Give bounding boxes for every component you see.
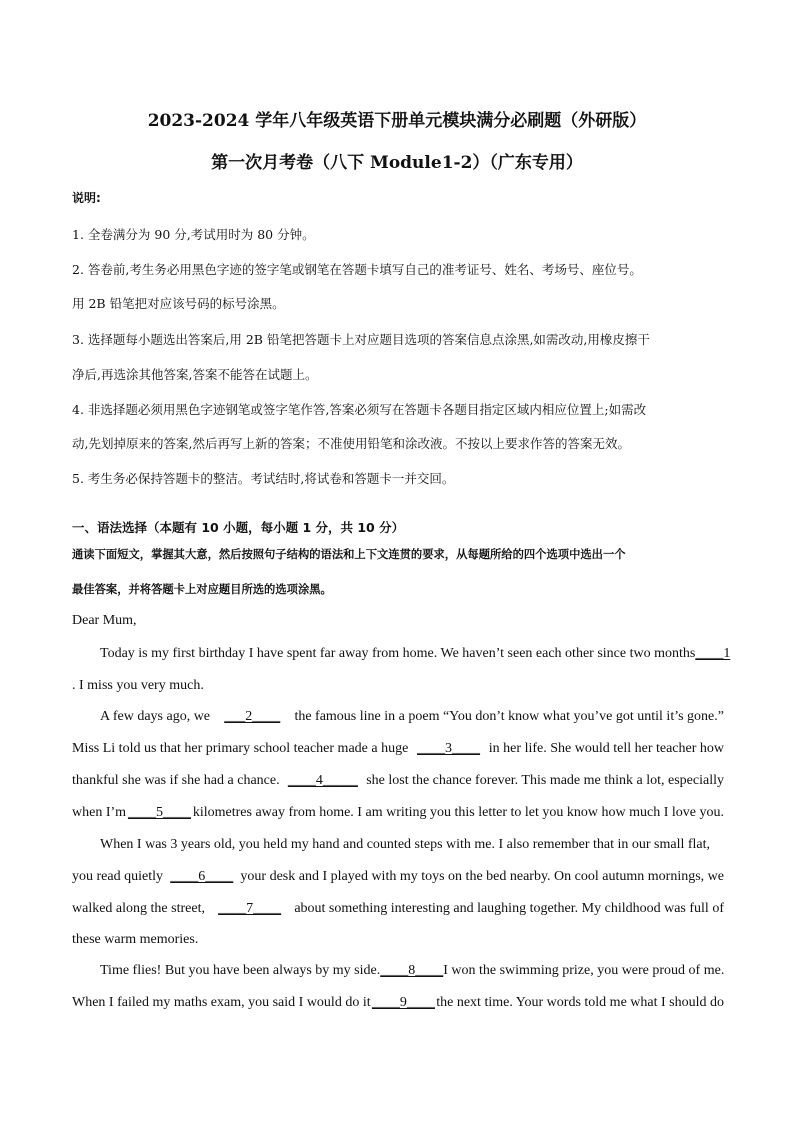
answer-blank-9[interactable]: ____9____ <box>371 995 435 1010</box>
section-heading: 一、语法选择（本题有 10 小题，每小题 1 分，共 10 分） <box>72 520 405 535</box>
passage-text: thankful she was if she had a chance. <box>72 773 280 788</box>
passage-text: Time flies! But you have been always by my side. <box>100 963 381 978</box>
passage-line <box>72 773 724 789</box>
passage-line <box>72 805 724 821</box>
letter-greeting: Dear Mum, <box>72 613 137 628</box>
answer-blank-6[interactable]: ____6____ <box>170 869 234 884</box>
notes-heading: 说明: <box>72 191 101 205</box>
section-instruction: 通读下面短文，掌握其大意，然后按照句子结构的语法和上下文连贯的要求，从每题所给的四个选项中选出一个 <box>72 548 626 561</box>
answer-blank-3[interactable]: ____3____ <box>417 741 481 756</box>
passage-text: you read quietly <box>72 869 163 884</box>
answer-blank-2[interactable]: ___2____ <box>224 709 281 724</box>
passage-text: Today is my first birthday I have spent far away from home. We haven’t seen each other since two months <box>100 646 696 661</box>
passage-text: the next time. Your words told me what I should do <box>436 995 724 1010</box>
note-line: 2. 答卷前,考生务必用黑色字迹的签字笔或钢笔在答题卡填写自己的准考证号、姓名、考场号、座位号。 <box>72 262 642 277</box>
passage-text: Miss Li told us that her primary school teacher made a huge <box>72 741 409 756</box>
note-line: 动,先划掉原来的答案,然后再写上新的答案；不准使用铅笔和涂改液。不按以上要求作答的答案无效。 <box>72 436 630 451</box>
note-line: 5. 考生务必保持答题卡的整洁。考试结时,将试卷和答题卡一并交回。 <box>72 471 455 486</box>
passage-line: these warm memories. <box>72 932 199 947</box>
passage-text: I won the swimming prize, you were proud of me. <box>443 963 725 978</box>
passage-line: When I was 3 years old, you held my hand and counted steps with me. I also remember that in our small flat, <box>100 837 711 852</box>
passage-line <box>72 869 724 885</box>
passage-text: A few days ago, we <box>100 709 211 724</box>
passage-text: she lost the chance forever. This made me think a lot, especially <box>366 773 724 788</box>
passage-line <box>72 741 724 757</box>
passage-text: walked along the street, <box>72 901 205 916</box>
answer-blank-1[interactable]: ____1 <box>695 646 731 661</box>
page-subtitle: 第一次月考卷（八下 Module1-2）（广东专用） <box>211 153 583 173</box>
note-line: 3. 选择题每小题选出答案后,用 2B 铅笔把答题卡上对应题目选项的答案信息点涂黑,如需改动,用橡皮擦干 <box>72 332 650 347</box>
note-line: 1. 全卷满分为 90 分,考试用时为 80 分钟。 <box>72 227 315 242</box>
note-line: 4. 非选择题必须用黑色字迹钢笔或签字笔作答,答案必须写在答题卡各题目指定区域内相应位置上;如需改 <box>72 402 647 417</box>
passage-line: . I miss you very much. <box>72 678 204 693</box>
passage-line <box>100 646 731 662</box>
note-line: 净后,再选涂其他答案,答案不能答在试题上。 <box>72 367 318 382</box>
passage-text: your desk and I played with my toys on the bed nearby. On cool autumn mornings, we <box>240 869 724 884</box>
note-line: 用 2B 铅笔把对应该号码的标号涂黑。 <box>72 296 285 311</box>
answer-blank-5[interactable]: ____5____ <box>127 805 191 820</box>
passage-line <box>100 963 724 979</box>
page-title: 2023-2024 学年八年级英语下册单元模块满分必刷题（外研版） <box>147 111 647 131</box>
passage-text: about something interesting and laughing together. My childhood was full of <box>294 901 724 916</box>
passage-text: in her life. She would tell her teacher how <box>488 741 724 756</box>
passage-text: when I’m <box>72 805 127 820</box>
passage-line <box>72 901 724 917</box>
passage-text: When I failed my maths exam, you said I would do it <box>72 995 371 1010</box>
section-instruction: 最佳答案，并将答题卡上对应题目所选的选项涂黑。 <box>72 583 332 596</box>
passage-line <box>100 709 724 725</box>
passage-text: the famous line in a poem “You don’t know what you’ve got until it’s gone.” <box>294 709 724 724</box>
answer-blank-8[interactable]: ____8____ <box>380 963 444 978</box>
answer-blank-7[interactable]: ____7____ <box>218 901 282 916</box>
answer-blank-4[interactable]: ____4_____ <box>287 773 358 788</box>
passage-text: kilometres away from home. I am writing you this letter to let you know how much I love you. <box>192 805 724 820</box>
passage-line <box>72 995 724 1011</box>
